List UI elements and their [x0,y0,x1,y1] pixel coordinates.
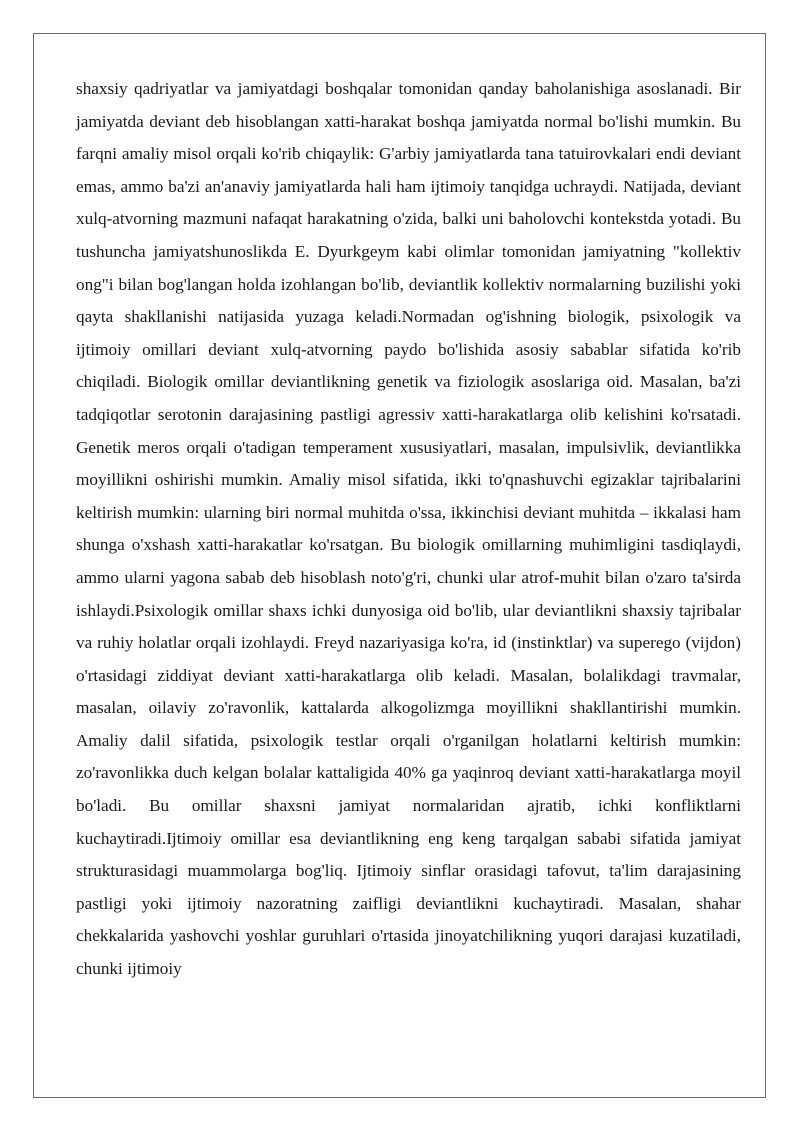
document-body [76,73,741,986]
body-paragraph: shaxsiy qadriyatlar va jamiyatdagi boshqalar tomonidan qanday baholanishiga asoslanadi. Bir jamiyatda deviant deb hisoblangan xatti-harakat boshqa jamiyatda normal bo'lishi mumkin. Bu farqni amaliy misol orqali ko'rib chiqaylik: G'arbiy jamiyatlarda tana tatuirovkalari endi deviant emas, ammo ba'zi an'anaviy jamiyatlarda hali ham ijtimoiy tanqidga uchraydi. Natijada, deviant xulq-atvorning mazmuni nafaqat harakatning o'zida, balki uni baholovchi kontekstda yotadi. Bu tushuncha jamiyatshunoslikda E. Dyurkgeym kabi olimlar tomonidan jamiyatning "kollektiv ong"i bilan bog'langan holda izohlangan bo'lib, deviantlik kollektiv normalarning buzilishi yoki qayta shakllanishi natijasida yuzaga keladi.Normadan og'ishning biologik, psixologik va ijtimoiy omillari deviant xulq-atvorning paydo bo'lishida asosiy sabablar sifatida ko'rib chiqiladi. Biologik omillar deviantlikning genetik va fiziologik asoslariga oid. Masalan, ba'zi tadqiqotlar serotonin darajasining pastligi agressiv xatti-harakatlarga olib kelishini ko'rsatadi. Genetik meros orqali o'tadigan temperament xususiyatlari, masalan, impulsivlik, deviantlikka moyillikni oshirishi mumkin. Amaliy misol sifatida, ikki to'qnashuvchi egizaklar tajribalarini keltirish mumkin: ularning biri normal muhitda o'ssa, ikkinchisi deviant muhitda – ikkalasi ham shunga o'xshash xatti-harakatlar ko'rsatgan. Bu biologik omillarning muhimligini tasdiqlaydi, ammo ularni yagona sabab deb hisoblash noto'g'ri, chunki ular atrof-muhit bilan o'zaro ta'sirda ishlaydi.Psixologik omillar shaxs ichki dunyosiga oid bo'lib, ular deviantlikni shaxsiy tajribalar va ruhiy holatlar orqali izohlaydi. Freyd nazariyasiga ko'ra, id (instinktlar) va superego (vijdon) o'rtasidagi ziddiyat deviant xatti-harakatlarga olib keladi. Masalan, bolalikdagi travmalar, masalan, oilaviy zo'ravonlik, kattalarda alkogolizmga moyillikni shakllantirishi mumkin. Amaliy dalil sifatida, psixologik testlar orqali o'rganilgan holatlarni keltirish mumkin: zo'ravonlikka duch kelgan bolalar kattaligida 40% ga yaqinroq deviant xatti-harakatlarga moyil bo'ladi. Bu omillar shaxsni jamiyat normalaridan ajratib, ichki konfliktlarni kuchaytiradi.Ijtimoiy omillar esa deviantlikning eng keng tarqalgan sababi sifatida jamiyat strukturasidagi muammolarga bog'liq. Ijtimoiy sinflar orasidagi tafovut, ta'lim darajasining pastligi yoki ijtimoiy nazoratning zaifligi deviantlikni kuchaytiradi. Masalan, shahar chekkalarida yashovchi yoshlar guruhlari o'rtasida jinoyatchilikning yuqori darajasi kuzatiladi, chunki ijtimoiy [76,79,741,979]
